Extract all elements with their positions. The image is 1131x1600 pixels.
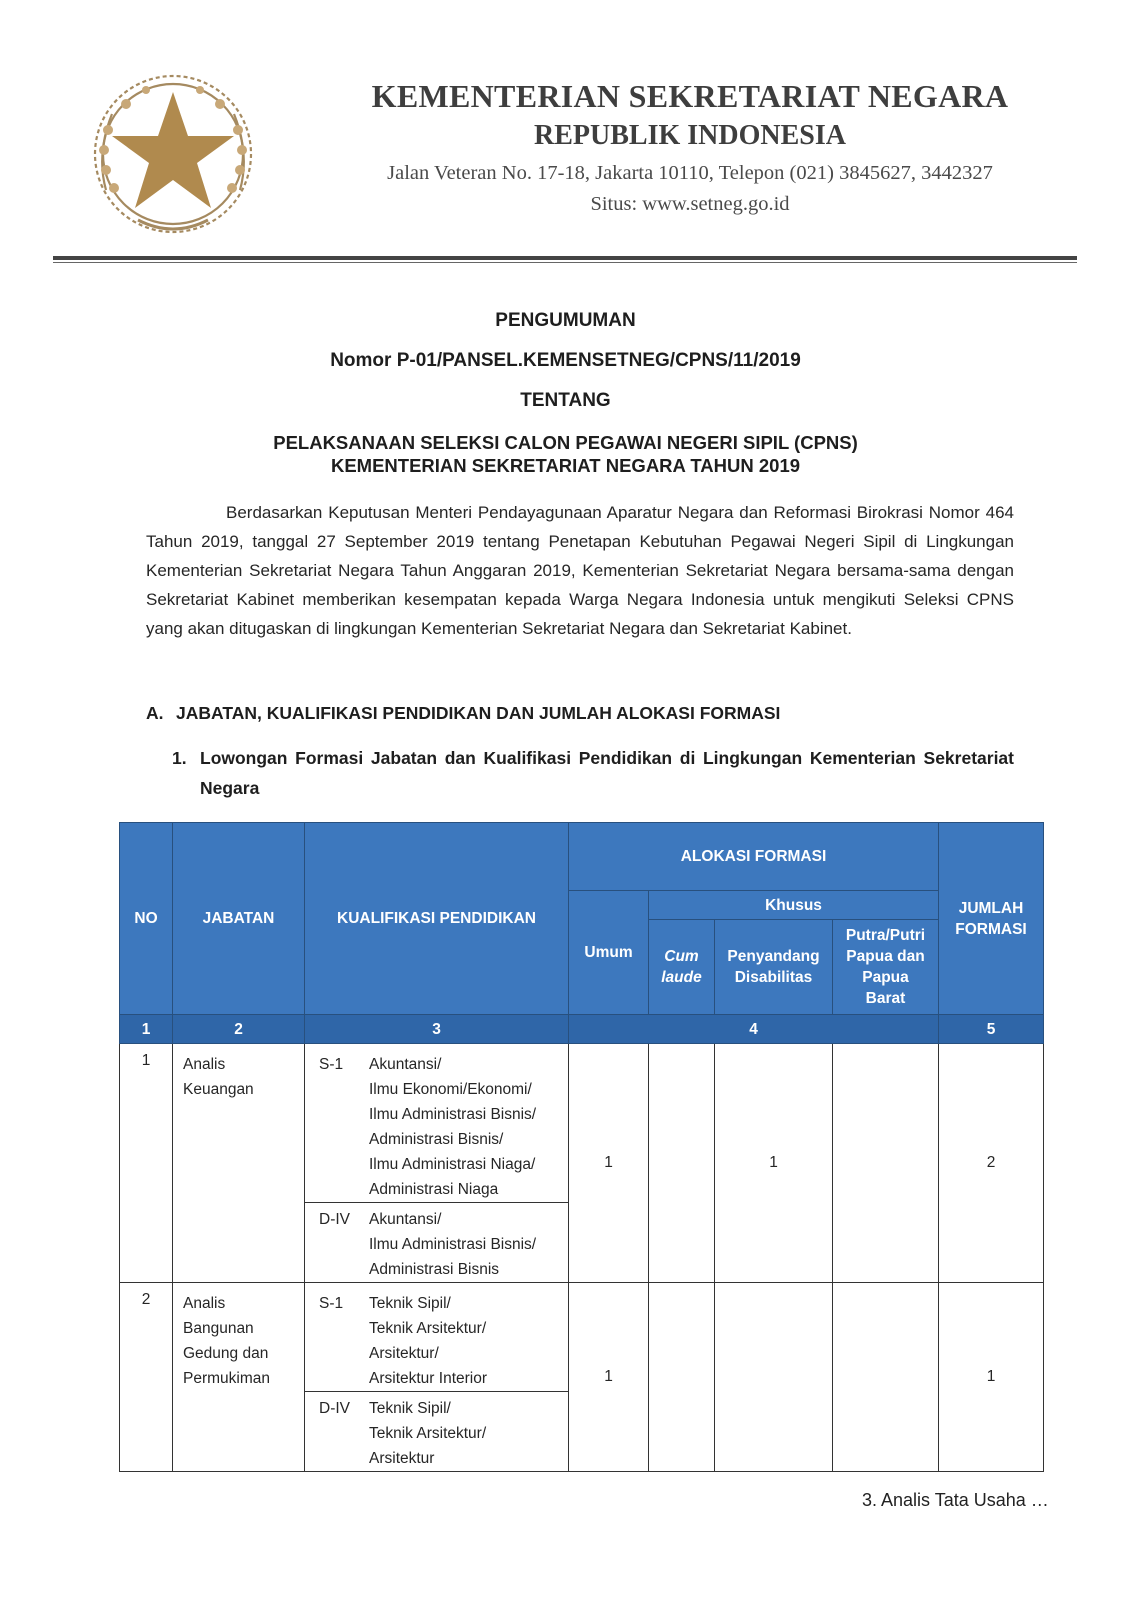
announcement-about: TENTANG — [520, 390, 611, 411]
header-papua — [833, 920, 939, 1015]
cell-umum: 1 — [569, 1283, 649, 1472]
column-number: 3 — [305, 1015, 569, 1044]
subsection-1-title: Lowongan Formasi Jabatan dan Kualifikasi Pendidikan di Lingkungan Kementerian Sekretariat Negara — [200, 748, 1014, 798]
header-disabilitas — [715, 920, 833, 1015]
letterhead-rule-thick — [53, 256, 1077, 260]
republic-subtitle: REPUBLIK INDONESIA — [534, 120, 846, 151]
header-khusus: Khusus — [649, 891, 939, 920]
header-umum: Umum — [569, 891, 649, 1015]
header-jumlah-text: JUMLAH FORMASI — [955, 899, 1027, 938]
header-cumlaude-text: Cum laude — [661, 948, 702, 986]
cell-jumlah: 2 — [939, 1044, 1044, 1283]
subject-line-1: PELAKSANAAN SELEKSI CALON PEGAWAI NEGERI SIPIL (CPNS) — [273, 432, 858, 453]
subsection-1-heading — [172, 743, 1014, 803]
header-kualifikasi: KUALIFIKASI PENDIDIKAN — [305, 823, 569, 1015]
subsection-1-label: 1. — [172, 748, 187, 768]
column-number: 5 — [939, 1015, 1044, 1044]
section-a-heading — [146, 703, 780, 724]
cell-kualifikasi-d4 — [305, 1203, 569, 1283]
column-number: 1 — [120, 1015, 173, 1044]
cell-cumlaude — [649, 1044, 715, 1283]
cell-jabatan: Analis Bangunan Gedung dan Permukiman — [173, 1283, 305, 1472]
header-jumlah — [939, 823, 1044, 1015]
announcement-subject — [0, 431, 1131, 477]
cell-disabilitas: 1 — [715, 1044, 833, 1283]
cell-no: 2 — [120, 1283, 173, 1472]
table-row — [120, 1283, 1044, 1392]
level-label: S-1 — [319, 1056, 344, 1073]
intro-paragraph — [146, 498, 1014, 643]
cell-papua — [833, 1283, 939, 1472]
cell-kualifikasi-d4 — [305, 1392, 569, 1472]
header-disabilitas-text: Penyandang Disabilitas — [727, 948, 820, 986]
announcement-number: Nomor P-01/PANSEL.KEMENSETNEG/CPNS/11/2019 — [330, 350, 801, 371]
cell-jumlah: 1 — [939, 1283, 1044, 1472]
star-wreath-emblem-icon — [86, 70, 260, 238]
major-list: Teknik Sipil/ Teknik Arsitektur/ Arsitektur/ Arsitektur Interior — [369, 1295, 488, 1387]
level-label: D-IV — [319, 1211, 350, 1228]
cell-no: 1 — [120, 1044, 173, 1283]
table-row — [120, 1044, 1044, 1203]
ministry-title: KEMENTERIAN SEKRETARIAT NEGARA — [371, 78, 1009, 114]
section-a-label: A. — [146, 703, 164, 723]
subject-line-2: KEMENTERIAN SEKRETARIAT NEGARA TAHUN 2019 — [330, 455, 801, 476]
ministry-website: Situs: www.setneg.go.id — [590, 193, 790, 215]
major-list: Akuntansi/ Ilmu Ekonomi/Ekonomi/ Ilmu Administrasi Bisnis/ Administrasi Bisnis/ Ilmu Administrasi Niaga/ Administrasi Niaga — [369, 1056, 537, 1198]
header-alokasi: ALOKASI FORMASI — [569, 823, 939, 891]
column-number: 4 — [569, 1015, 939, 1044]
cell-kualifikasi-s1 — [305, 1283, 569, 1392]
ministry-address: Jalan Veteran No. 17-18, Jakarta 10110, Telepon (021) 3845627, 3442327 — [387, 162, 993, 184]
cell-umum: 1 — [569, 1044, 649, 1283]
letterhead-rule-thin — [53, 262, 1077, 263]
formation-table — [119, 822, 1044, 1472]
header-no: NO — [120, 823, 173, 1015]
major-list: Teknik Sipil/ Teknik Arsitektur/ Arsitektur — [369, 1400, 487, 1467]
cell-papua — [833, 1044, 939, 1283]
level-label: S-1 — [319, 1295, 344, 1312]
cell-jabatan: Analis Keuangan — [173, 1044, 305, 1283]
header-papua-text: Putra/Putri Papua dan Papua Barat — [845, 927, 926, 1007]
cell-kualifikasi-s1 — [305, 1044, 569, 1203]
section-a-title: JABATAN, KUALIFIKASI PENDIDIKAN DAN JUMLAH ALOKASI FORMASI — [176, 703, 781, 723]
column-number: 2 — [173, 1015, 305, 1044]
major-list: Akuntansi/ Ilmu Administrasi Bisnis/ Administrasi Bisnis — [369, 1211, 537, 1278]
cell-cumlaude — [649, 1283, 715, 1472]
announcement-type: PENGUMUMAN — [495, 310, 636, 331]
header-cumlaude — [649, 920, 715, 1015]
continuation-note: 3. Analis Tata Usaha … — [862, 1490, 1049, 1510]
level-label: D-IV — [319, 1400, 350, 1417]
cell-disabilitas — [715, 1283, 833, 1472]
intro-paragraph-text: Berdasarkan Keputusan Menteri Pendayagunaan Aparatur Negara dan Reformasi Birokrasi Nomor 464 Tahun 2019, tanggal 27 September 2019 tentang Penetapan Kebutuhan Pegawai Negeri Sipil di Lingkungan Kementerian Sekretariat Negara Tahun Anggaran 2019, Kementerian Sekretariat Negara bersama-sama dengan Sekretariat Kabinet memberikan kesempatan kepada Warga Negara Indonesia untuk mengikuti Seleksi CPNS yang akan ditugaskan di lingkungan Kementerian Sekretariat Negara dan Sekretariat Kabinet. — [146, 503, 1014, 638]
header-jabatan: JABATAN — [173, 823, 305, 1015]
